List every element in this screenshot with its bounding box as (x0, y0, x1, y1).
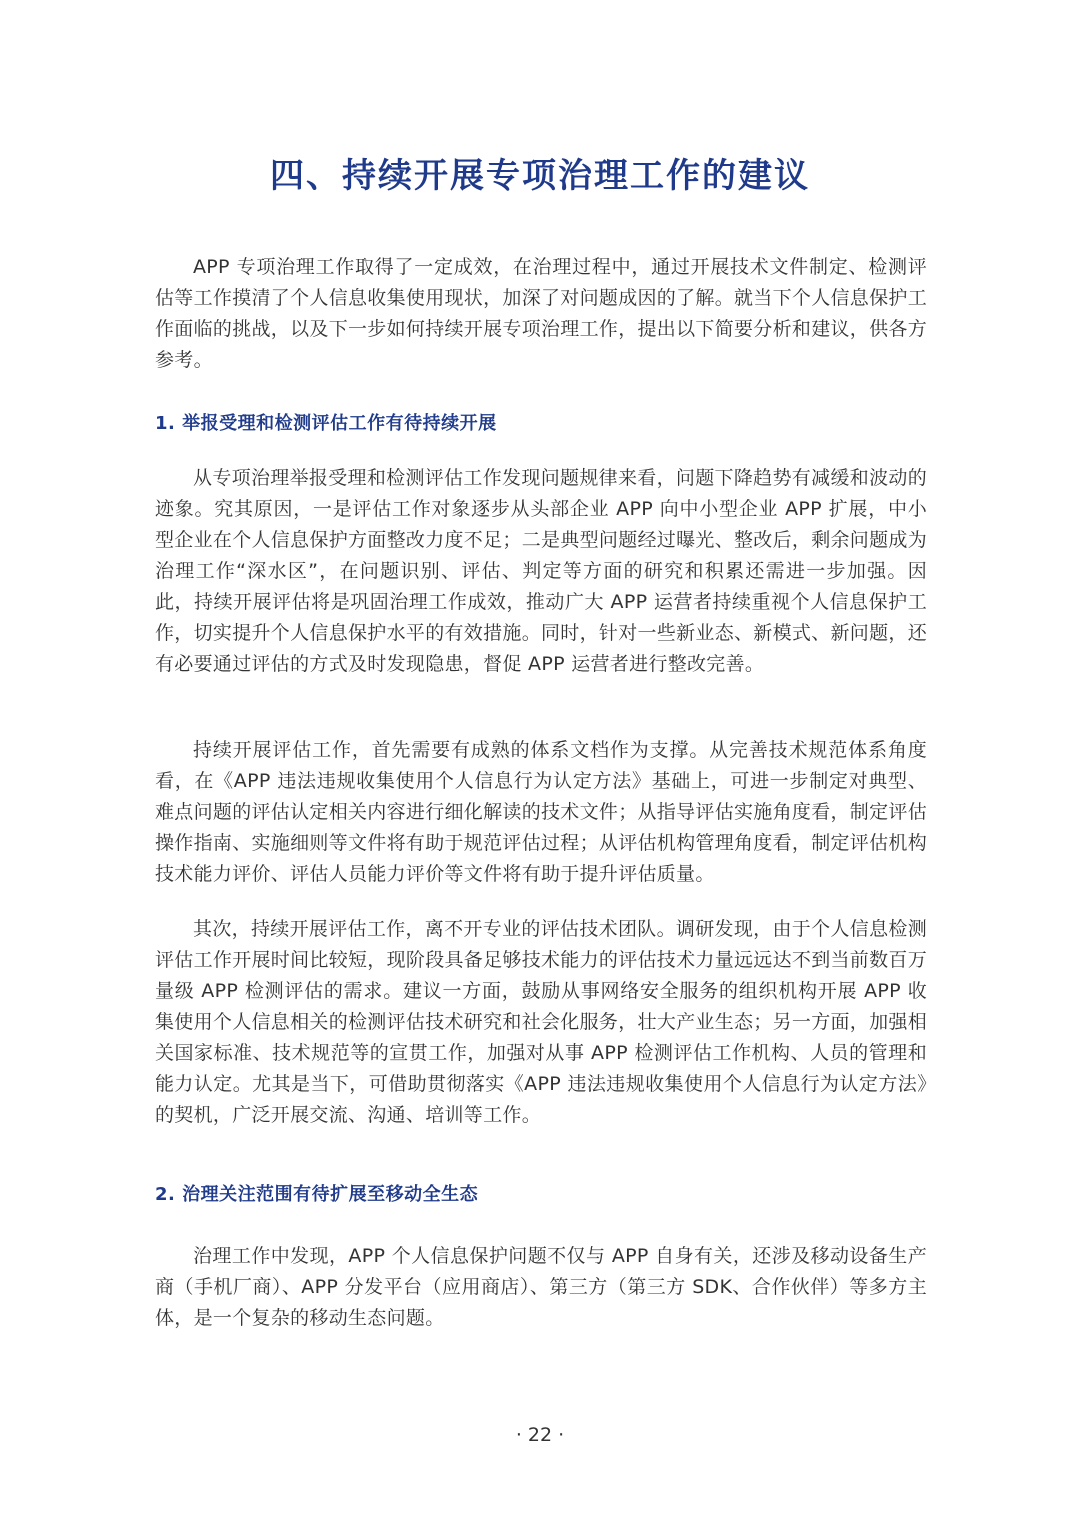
section-2-paragraph-1-block (155, 1241, 927, 1334)
section-2-heading-block (155, 1182, 927, 1208)
section-1-paragraph-1-block (155, 463, 927, 680)
body-paragraph: 治理工作中发现，APP 个人信息保护问题不仅与 APP 自身有关，还涉及移动设备生产商（手机厂商）、APP 分发平台（应用商店）、第三方（第三方 SDK、合作伙伴）等多方主体，是一个复杂的移动生态问题。 (155, 1245, 927, 1329)
section-heading: 2. 治理关注范围有待扩展至移动全生态 (155, 1184, 479, 1205)
section-1-paragraph-3-block (155, 914, 927, 1131)
section-heading: 1. 举报受理和检测评估工作有待持续开展 (155, 413, 497, 434)
section-1-heading-block (155, 411, 927, 437)
intro-block (155, 252, 927, 376)
intro-paragraph: APP 专项治理工作取得了一定成效，在治理过程中，通过开展技术文件制定、检测评估等工作摸清了个人信息收集使用现状，加深了对问题成因的了解。就当下个人信息保护工作面临的挑战，以及下一步如何持续开展专项治理工作，提出以下简要分析和建议，供各方参考。 (155, 256, 928, 371)
section-1-paragraph-2-block (155, 735, 927, 890)
page-number: · 22 · (515, 1424, 565, 1446)
body-paragraph: 其次，持续开展评估工作，离不开专业的评估技术团队。调研发现，由于个人信息检测评估工作开展时间比较短，现阶段具备足够技术能力的评估技术力量远远达不到当前数百万量级 APP 检测评估的需求。建议一方面，鼓励从事网络安全服务的组织机构开展 APP 收集使用个人信息相关的检测评估技术研究和社会化服务，壮大产业生态；另一方面，加强相关国家标准、技术规范等的宣贯工作，加强对从事 APP 检测评估工作机构、人员的管理和能力认定。尤其是当下，可借助贯彻落实《APP 违法违规收集使用个人信息行为认定方法》的契机，广泛开展交流、沟通、培训等工作。 (155, 918, 928, 1126)
body-paragraph: 持续开展评估工作，首先需要有成熟的体系文档作为支撑。从完善技术规范体系角度看，在《APP 违法违规收集使用个人信息行为认定方法》基础上，可进一步制定对典型、难点问题的评估认定相关内容进行细化解读的技术文件；从指导评估实施角度看，制定评估操作指南、实施细则等文件将有助于规范评估过程；从评估机构管理角度看，制定评估机构技术能力评价、评估人员能力评价等文件将有助于提升评估质量。 (155, 739, 928, 885)
page-title: 四、持续开展专项治理工作的建议 (270, 156, 810, 196)
body-paragraph: 从专项治理举报受理和检测评估工作发现问题规律来看，问题下降趋势有减缓和波动的迹象。究其原因，一是评估工作对象逐步从头部企业 APP 向中小型企业 APP 扩展，中小型企业在个人信息保护方面整改力度不足；二是典型问题经过曝光、整改后，剩余问题成为治理工作“深水区”，在问题识别、评估、判定等方面的研究和积累还需进一步加强。因此，持续开展评估将是巩固治理工作成效，推动广大 APP 运营者持续重视个人信息保护工作，切实提升个人信息保护水平的有效措施。同时，针对一些新业态、新模式、新问题，还有必要通过评估的方式及时发现隐患，督促 APP 运营者进行整改完善。 (155, 467, 928, 675)
